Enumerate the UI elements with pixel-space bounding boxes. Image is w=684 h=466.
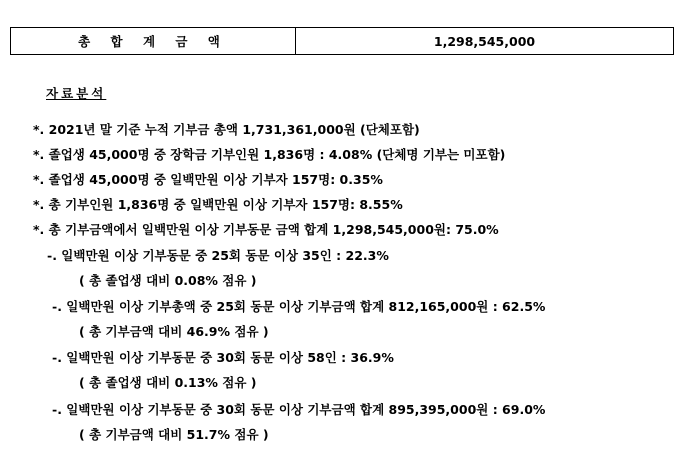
total-amount-table (10, 27, 674, 55)
analysis-subline: -. 일백만원 이상 기부동문 중 25회 동문 이상 35인 : 22.3% (47, 248, 389, 263)
section-heading: 자료분석 (46, 86, 107, 101)
analysis-note: ( 총 졸업생 대비 0.13% 점유 ) (79, 375, 257, 390)
analysis-subline: -. 일백만원 이상 기부총액 중 25회 동문 이상 기부금액 합계 812,165,000원 : 62.5% (52, 299, 546, 314)
total-amount-row (11, 28, 674, 55)
total-amount-value: 1,298,545,000 (296, 28, 674, 55)
analysis-note: ( 총 기부금액 대비 51.7% 점유 ) (79, 427, 269, 442)
analysis-line: *. 2021년 말 기준 누적 기부금 총액 1,731,361,000원 (단체포함) (33, 122, 420, 137)
analysis-subline: -. 일백만원 이상 기부동문 중 30회 동문 이상 기부금액 합계 895,395,000원 : 69.0% (52, 402, 546, 417)
analysis-note: ( 총 기부금액 대비 46.9% 점유 ) (79, 324, 269, 339)
analysis-subline: -. 일백만원 이상 기부동문 중 30회 동문 이상 58인 : 36.9% (52, 350, 394, 365)
analysis-note: ( 총 졸업생 대비 0.08% 점유 ) (79, 273, 257, 288)
analysis-line: *. 총 기부금액에서 일백만원 이상 기부동문 금액 합계 1,298,545,000원: 75.0% (33, 222, 499, 237)
analysis-line: *. 졸업생 45,000명 중 장학금 기부인원 1,836명 : 4.08% (단체명 기부는 미포함) (33, 147, 506, 162)
analysis-line: *. 졸업생 45,000명 중 일백만원 이상 기부자 157명: 0.35% (33, 172, 383, 187)
analysis-line: *. 총 기부인원 1,836명 중 일백만원 이상 기부자 157명: 8.55% (33, 197, 403, 212)
total-amount-label: 총 합 계 금 액 (11, 28, 296, 55)
